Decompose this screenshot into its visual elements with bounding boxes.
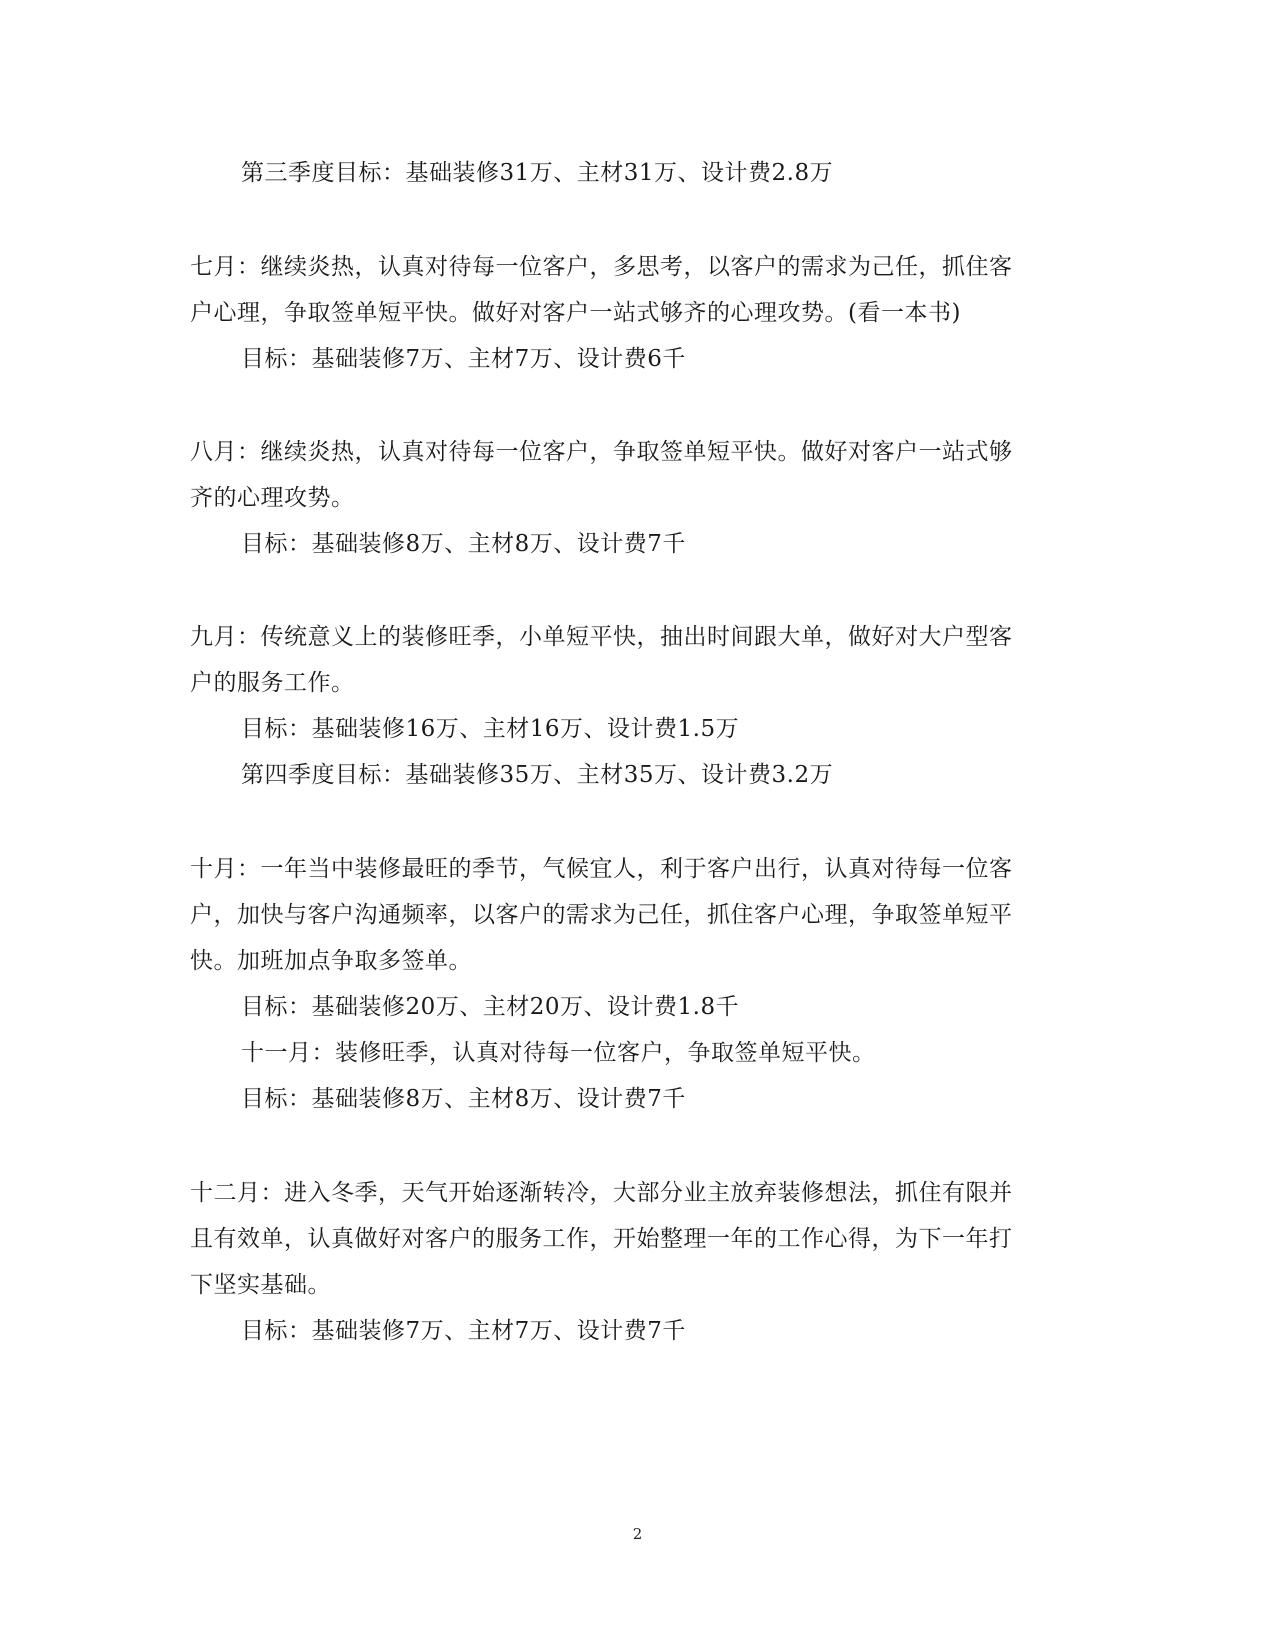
october-paragraph-line-2: 户，加快与客户沟通频率，以客户的需求为己任，抓住客户心理，争取签单短平 xyxy=(190,902,1013,928)
october-paragraph-line-3: 快。加班加点争取多签单。 xyxy=(190,948,472,974)
october-target-line: 目标：基础装修20万、主材20万、设计费1.8千 xyxy=(241,994,740,1020)
september-paragraph-line-1: 九月：传统意义上的装修旺季，小单短平快，抽出时间跟大单，做好对大户型客 xyxy=(190,624,1013,650)
page-number: 2 xyxy=(632,1525,643,1543)
july-paragraph-line-2: 户心理，争取签单短平快。做好对客户一站式够齐的心理攻势。(看一本书) xyxy=(190,300,961,326)
q4-target-line: 第四季度目标：基础装修35万、主材35万、设计费3.2万 xyxy=(241,762,834,788)
november-target-line: 目标：基础装修8万、主材8万、设计费7千 xyxy=(241,1086,686,1112)
august-paragraph-line-2: 齐的心理攻势。 xyxy=(190,485,355,511)
september-target-line: 目标：基础装修16万、主材16万、设计费1.5万 xyxy=(241,716,740,742)
august-paragraph-line-1: 八月：继续炎热，认真对待每一位客户，争取签单短平快。做好对客户一站式够 xyxy=(190,439,1013,465)
december-paragraph-line-1: 十二月：进入冬季，天气开始逐渐转冷，大部分业主放弃装修想法，抓住有限并 xyxy=(190,1180,1013,1206)
december-paragraph-line-3: 下坚实基础。 xyxy=(190,1272,331,1298)
july-paragraph-line-1: 七月：继续炎热，认真对待每一位客户，多思考，以客户的需求为己任，抓住客 xyxy=(190,254,1013,280)
july-target-line: 目标：基础装修7万、主材7万、设计费6千 xyxy=(241,346,686,372)
september-paragraph-line-2: 户的服务工作。 xyxy=(190,670,355,696)
q3-target-line: 第三季度目标：基础装修31万、主材31万、设计费2.8万 xyxy=(241,160,834,186)
december-paragraph-line-2: 且有效单，认真做好对客户的服务工作，开始整理一年的工作心得，为下一年打 xyxy=(190,1226,1013,1252)
october-paragraph-line-1: 十月：一年当中装修最旺的季节，气候宜人，利于客户出行，认真对待每一位客 xyxy=(190,856,1013,882)
november-paragraph-line-1: 十一月：装修旺季，认真对待每一位客户，争取签单短平快。 xyxy=(241,1040,876,1066)
august-target-line: 目标：基础装修8万、主材8万、设计费7千 xyxy=(241,531,686,557)
december-target-line: 目标：基础装修7万、主材7万、设计费7千 xyxy=(241,1318,686,1344)
